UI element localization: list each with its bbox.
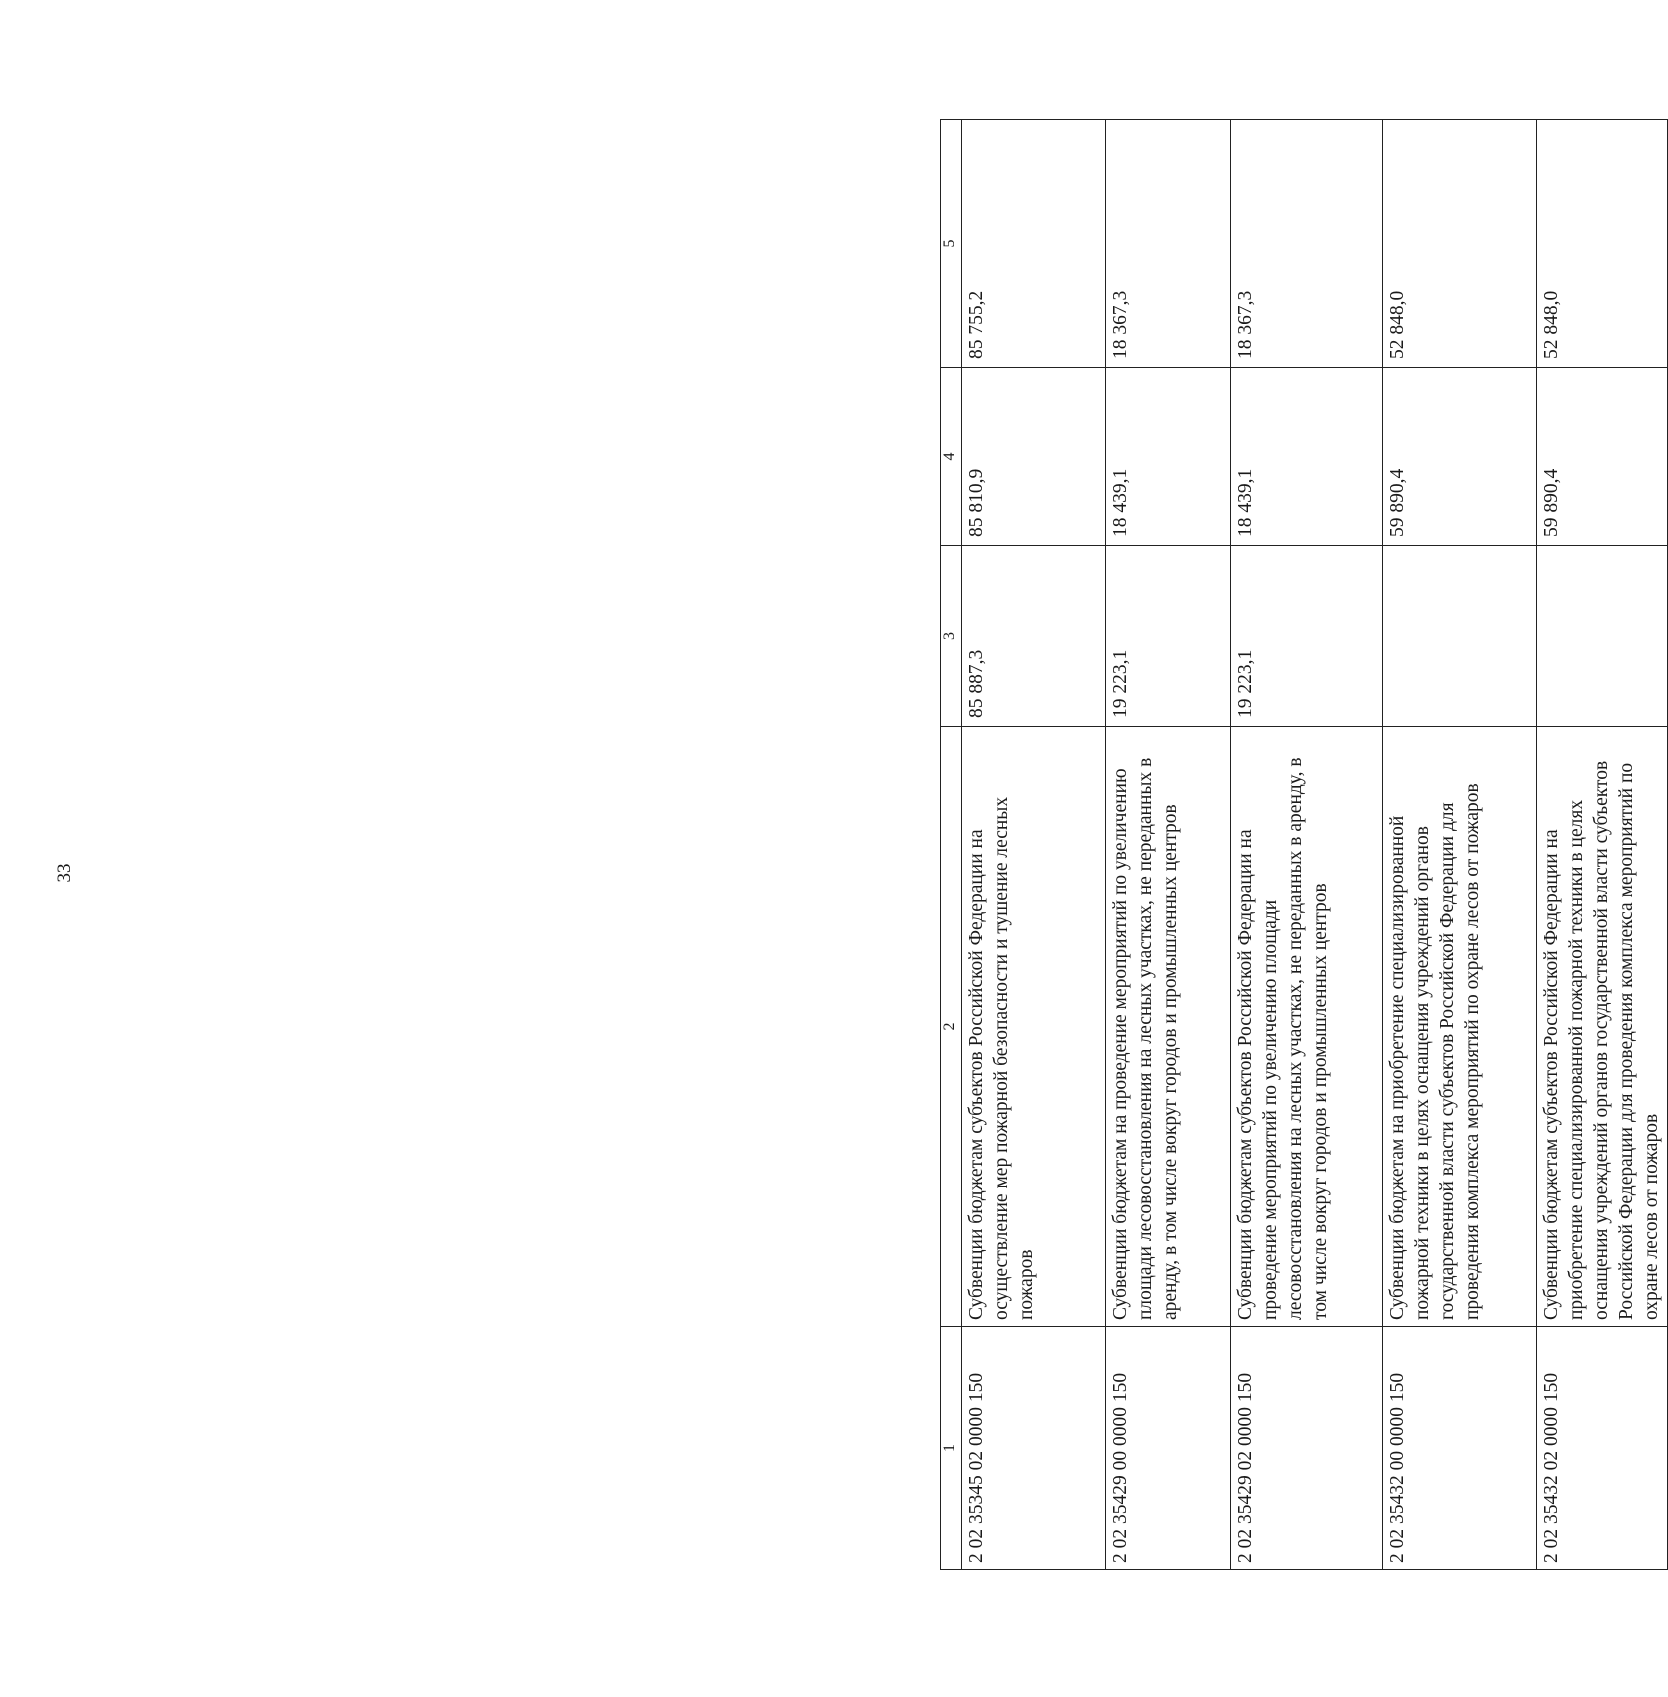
value-col5-cell: 85 755,2 — [962, 120, 1106, 368]
table-row — [1383, 120, 1537, 1570]
column-header-2: 2 — [941, 727, 962, 1327]
value-col3-cell — [1537, 546, 1668, 727]
budget-code-cell: 2 02 35429 00 0000 150 — [1106, 1327, 1231, 1570]
budget-table — [940, 119, 1668, 1570]
description-cell: Субвенции бюджетам на приобретение специализированной пожарной техники в целях оснащения учреждений органов государственной власти субъектов Российской Федерации для проведения комплекса мероприятий по охране лесов от пожаров — [1383, 727, 1537, 1327]
value-col5-cell: 18 367,3 — [1106, 120, 1231, 368]
table-row — [962, 120, 1106, 1570]
column-header-1: 1 — [941, 1327, 962, 1570]
column-header-4: 4 — [941, 368, 962, 546]
value-col4-cell: 18 439,1 — [1106, 368, 1231, 546]
description-cell: Субвенции бюджетам на проведение мероприятий по увеличению площади лесовосстановления на лесных участках, не переданных в аренду, в том числе вокруг городов и промышленных центров — [1106, 727, 1231, 1327]
value-col5-cell: 52 848,0 — [1537, 120, 1668, 368]
budget-code-cell: 2 02 35432 02 0000 150 — [1537, 1327, 1668, 1570]
value-col3-cell: 85 887,3 — [962, 546, 1106, 727]
budget-code-cell: 2 02 35429 02 0000 150 — [1231, 1327, 1383, 1570]
description-cell: Субвенции бюджетам субъектов Российской Федерации на осуществление мер пожарной безопасности и тушение лесных пожаров — [962, 727, 1106, 1327]
budget-table-frame — [940, 120, 1666, 1570]
budget-code-cell: 2 02 35432 00 0000 150 — [1383, 1327, 1537, 1570]
table-header-row — [941, 120, 962, 1570]
column-header-5: 5 — [941, 120, 962, 368]
value-col4-cell: 18 439,1 — [1231, 368, 1383, 546]
value-col3-cell: 19 223,1 — [1231, 546, 1383, 727]
value-col5-cell: 52 848,0 — [1383, 120, 1537, 368]
page-number: 33 — [54, 863, 75, 883]
value-col4-cell: 59 890,4 — [1537, 368, 1668, 546]
description-cell: Субвенции бюджетам субъектов Российской Федерации на приобретение специализированной пожарной техники в целях оснащения учреждений органов государственной власти субъектов Российской Федерации для проведения комплекса мероприятий по охране лесов от пожаров — [1537, 727, 1668, 1327]
value-col3-cell — [1383, 546, 1537, 727]
value-col4-cell: 59 890,4 — [1383, 368, 1537, 546]
column-header-3: 3 — [941, 546, 962, 727]
table-row — [1537, 120, 1668, 1570]
value-col4-cell: 85 810,9 — [962, 368, 1106, 546]
description-cell: Субвенции бюджетам субъектов Российской Федерации на проведение мероприятий по увеличению площади лесовосстановления на лесных участках, не переданных в аренду, в том числе вокруг городов и промышленных центров — [1231, 727, 1383, 1327]
table-row — [1231, 120, 1383, 1570]
budget-code-cell: 2 02 35345 02 0000 150 — [962, 1327, 1106, 1570]
value-col5-cell: 18 367,3 — [1231, 120, 1383, 368]
table-row — [1106, 120, 1231, 1570]
value-col3-cell: 19 223,1 — [1106, 546, 1231, 727]
